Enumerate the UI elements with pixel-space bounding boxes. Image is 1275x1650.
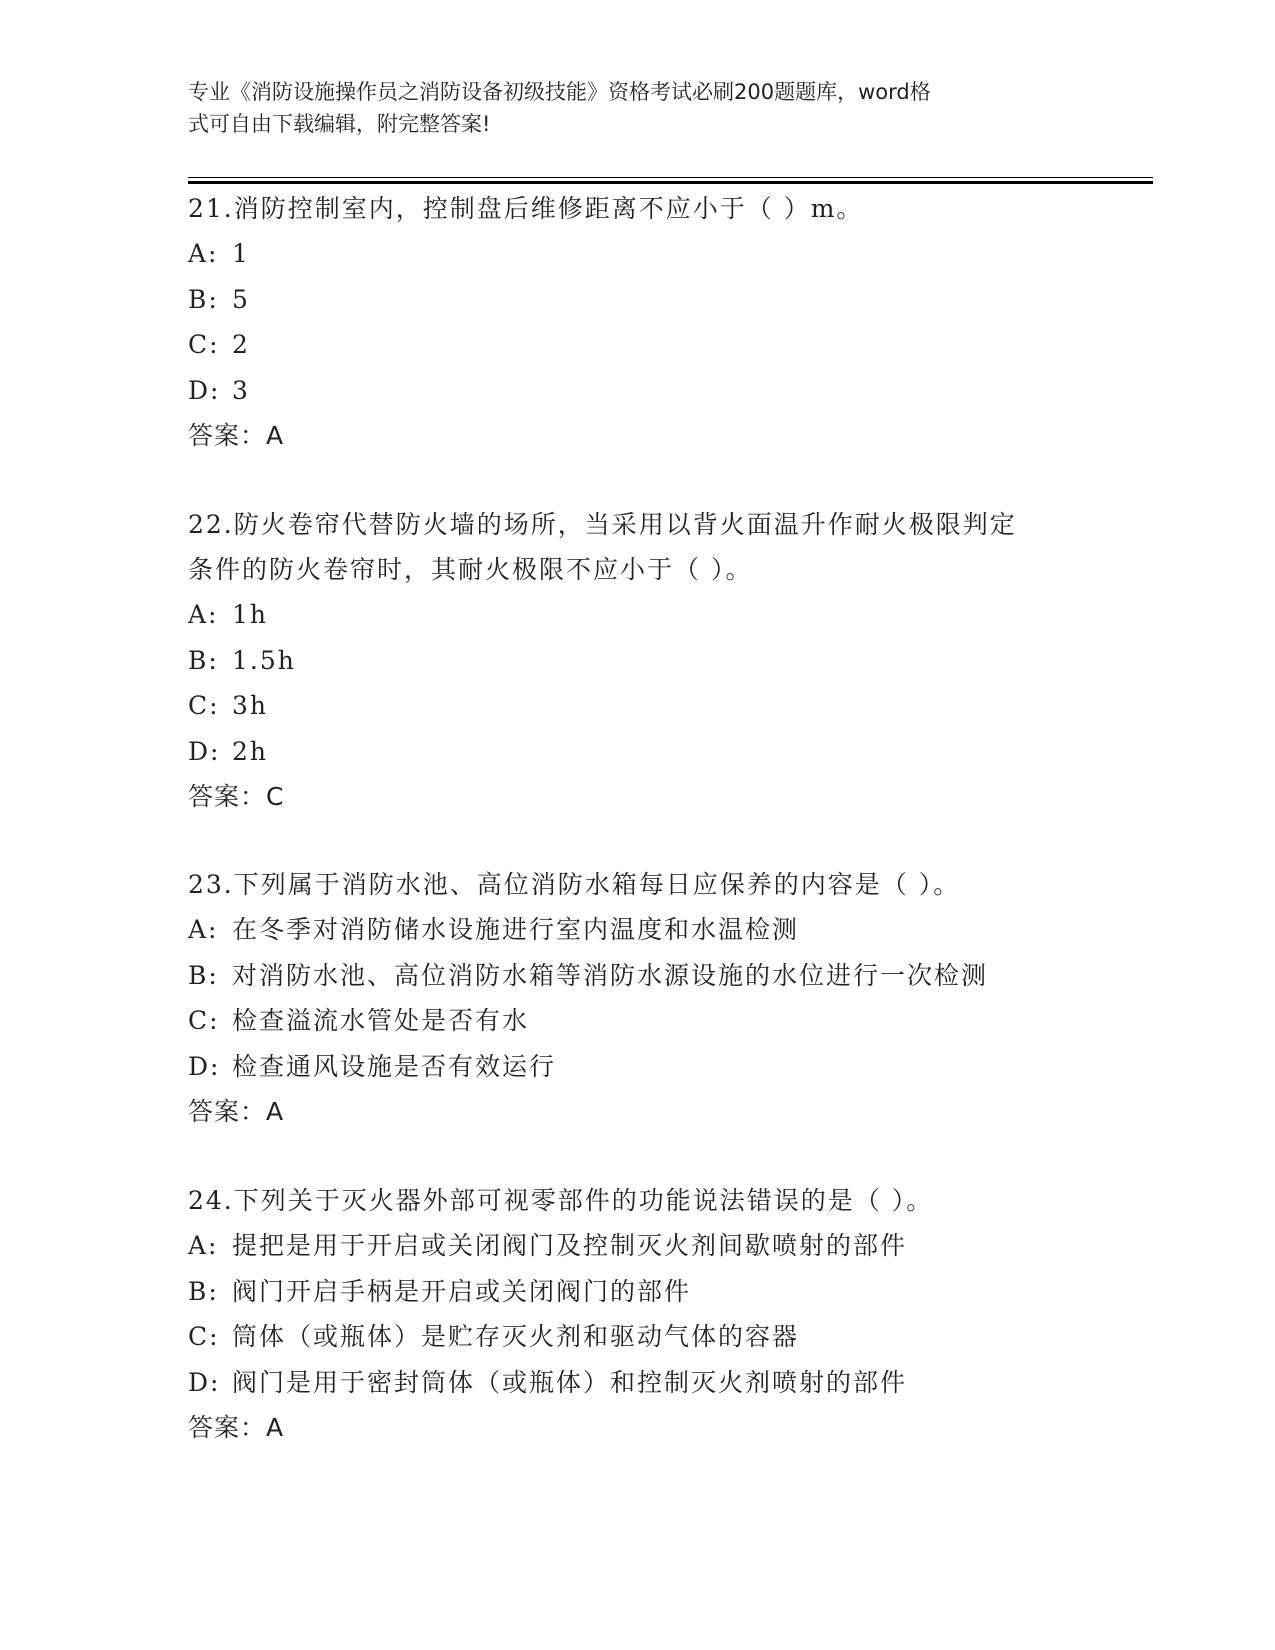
option-key: C:: [188, 330, 220, 359]
header-divider-thin: [188, 177, 1153, 178]
option-d: [188, 1044, 1088, 1090]
option-text: 1: [232, 239, 250, 268]
option-text: 检查通风设施是否有效运行: [232, 1051, 557, 1081]
question-21: [188, 186, 1088, 459]
option-text: 2h: [232, 736, 269, 766]
option-b: [188, 1269, 1088, 1315]
option-key: B:: [188, 960, 219, 990]
option-key: D:: [188, 1051, 221, 1081]
header-line-2: 式可自由下载编辑，附完整答案!: [188, 112, 491, 136]
option-text: 在冬季对消防储水设施进行室内温度和水温检测: [232, 915, 800, 944]
option-text: 检查溢流水管处是否有水: [232, 1006, 530, 1035]
option-b: [188, 638, 1088, 684]
option-c: [188, 1314, 1088, 1360]
option-c: [188, 683, 1088, 729]
option-a: [188, 907, 1088, 953]
option-b: [188, 277, 1088, 323]
option-c: [188, 322, 1088, 368]
option-text: 对消防水池、高位消防水箱等消防水源设施的水位进行一次检测: [232, 960, 989, 990]
option-key: C:: [188, 1006, 220, 1035]
question-stem: 23.下列属于消防水池、高位消防水箱每日应保养的内容是（ ）。: [188, 870, 961, 899]
option-key: A:: [188, 239, 219, 268]
option-key: D:: [188, 375, 221, 405]
option-a: [188, 1223, 1088, 1269]
option-key: C:: [188, 691, 220, 720]
header-divider-thick: [188, 181, 1153, 184]
option-key: B:: [188, 1276, 219, 1306]
option-text: 2: [232, 330, 250, 359]
question-stem-line-1: 22.防火卷帘代替防火墙的场所，当采用以背火面温升作耐火极限判定: [188, 510, 1017, 539]
option-text: 阀门开启手柄是开启或关闭阀门的部件: [232, 1276, 692, 1306]
question-stem-line-2: 条件的防火卷帘时，其耐火极限不应小于（ ）。: [188, 555, 753, 584]
option-a: [188, 592, 1088, 638]
option-key: D:: [188, 1367, 221, 1397]
option-key: A:: [188, 915, 219, 944]
question-stem: 24.下列关于灭火器外部可视零部件的功能说法错误的是（ ）。: [188, 1186, 934, 1215]
question-stem: 21.消防控制室内，控制盘后维修距离不应小于（ ）m。: [188, 194, 864, 223]
option-text: 1h: [232, 600, 269, 629]
option-key: A:: [188, 1231, 219, 1260]
option-key: D:: [188, 736, 221, 766]
option-text: 5: [232, 284, 250, 314]
option-d: [188, 729, 1088, 775]
header-line-1: 专业《消防设施操作员之消防设备初级技能》资格考试必刷200题题库，word格: [188, 80, 931, 104]
option-b: [188, 953, 1088, 999]
option-key: C:: [188, 1322, 220, 1351]
option-text: 筒体（或瓶体）是贮存灭火剂和驱动气体的容器: [232, 1322, 800, 1351]
option-text: 3: [232, 375, 250, 405]
option-key: A:: [188, 600, 219, 629]
question-23: [188, 862, 1088, 1135]
option-text: 1.5h: [232, 645, 296, 675]
option-c: [188, 998, 1088, 1044]
option-d: [188, 368, 1088, 414]
answer-label: 答案：C: [188, 782, 285, 811]
answer-label: 答案：A: [188, 1097, 285, 1126]
option-a: [188, 231, 1088, 277]
option-d: [188, 1360, 1088, 1406]
document-header: [188, 76, 1068, 140]
option-text: 提把是用于开启或关闭阀门及控制灭火剂间歇喷射的部件: [232, 1231, 908, 1260]
question-22: [188, 502, 1088, 820]
answer-label: 答案：A: [188, 1413, 285, 1442]
option-text: 阀门是用于密封筒体（或瓶体）和控制灭火剂喷射的部件: [232, 1367, 908, 1397]
question-24: [188, 1178, 1088, 1451]
option-key: B:: [188, 284, 219, 314]
option-text: 3h: [232, 691, 269, 720]
answer-label: 答案：A: [188, 421, 285, 450]
option-key: B:: [188, 645, 219, 675]
